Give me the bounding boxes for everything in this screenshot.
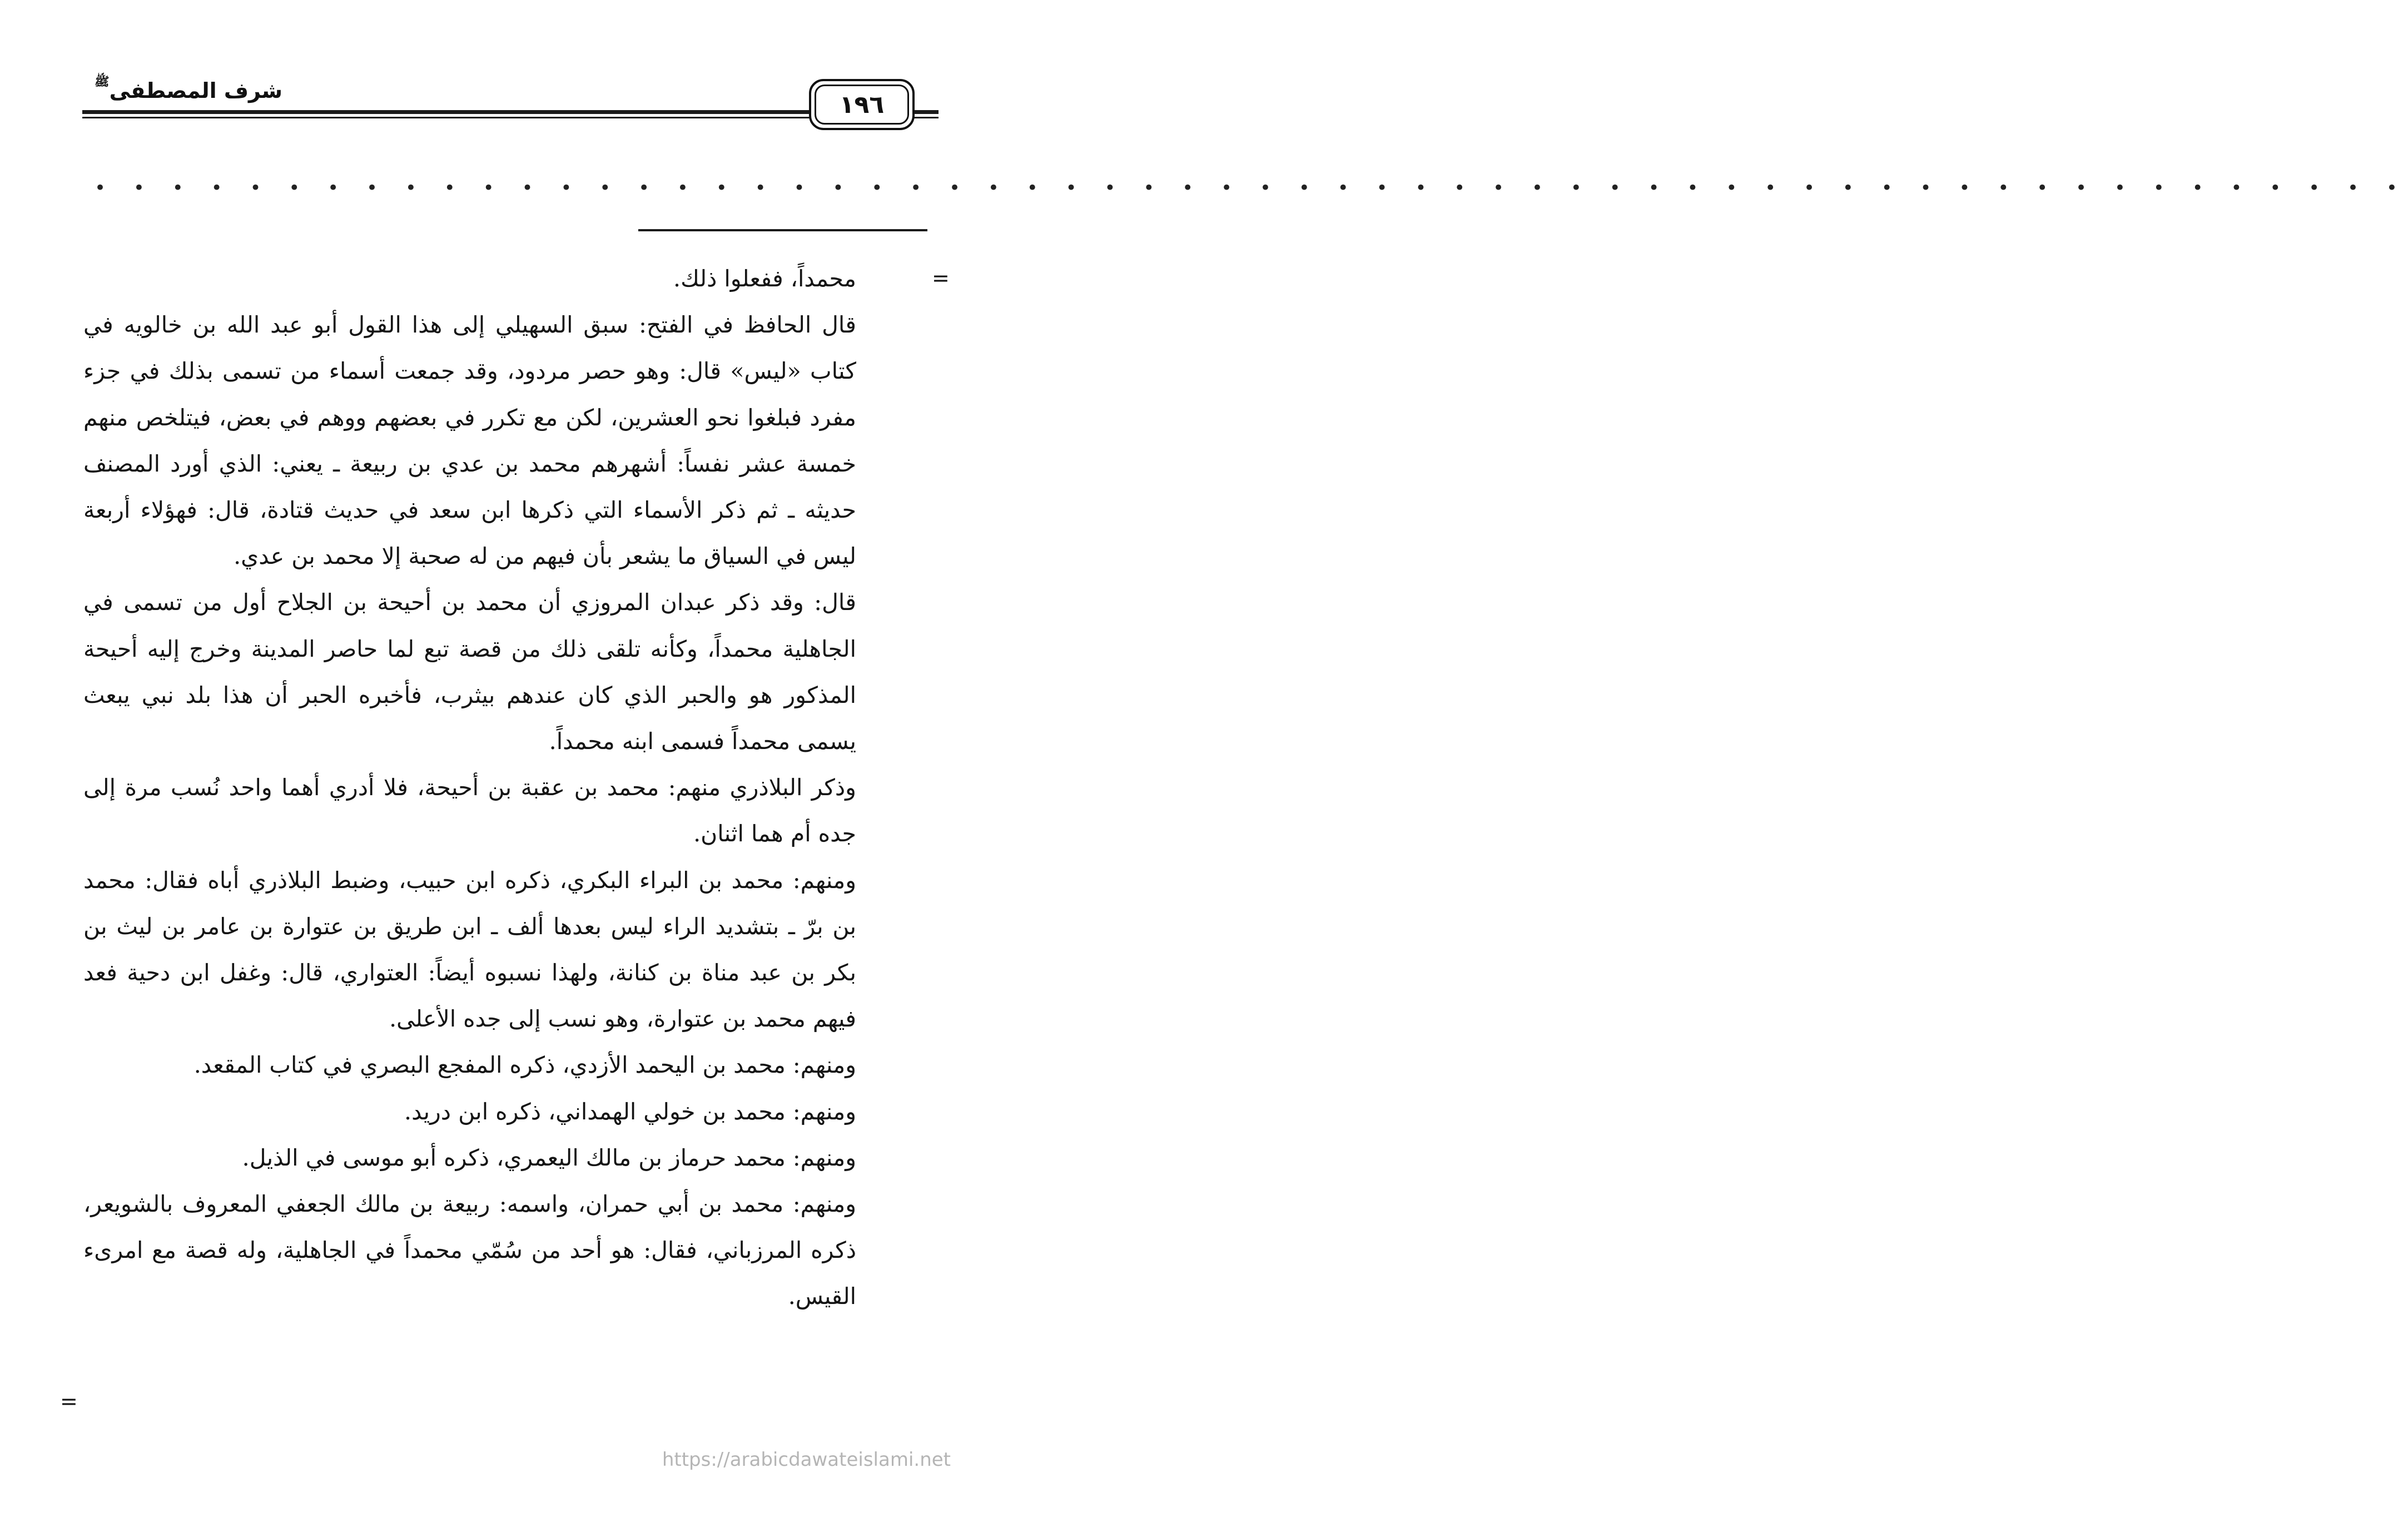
honorific-glyph: ﷺ [95, 75, 110, 89]
footnote-paragraph: ومنهم: محمد حرماز بن مالك اليعمري، ذكره أبو موسى في الذيل. [242, 1144, 856, 1171]
continuation-mark-top: = [932, 266, 950, 290]
running-title [82, 71, 282, 110]
watermark-url: https://arabicdawateislami.net [662, 1449, 951, 1471]
footnote-paragraph: قال: وقد ذكر عبدان المروزي أن محمد بن أحيحة بن الجلاح أول من تسمى في الجاهلية محمداً، وكأنه تلقى ذلك من قصة تبع لما حاصر المدينة وخرج إليه أحيحة المذكور هو والحبر الذي كان عندهم بيثرب، فأخبره الحبر أن هذا بلد نبي يبعث يسمى محمداً فسمى ابنه محمداً. [83, 589, 856, 755]
page-number-frame [809, 79, 915, 130]
footnote-paragraph: محمداً، ففعلوا ذلك. [673, 265, 856, 292]
footnote-paragraph: ومنهم: محمد بن البراء البكري، ذكره ابن حبيب، وضبط البلاذري أباه فقال: محمد بن برّ ـ بتشديد الراء ليس بعدها ألف ـ ابن طريق بن عتوارة بن عامر بن ليث بن بكر بن عبد مناة بن كنانة، ولهذا نسبوه أيضاً: العتواري، قال: وغفل ابن دحية فعد فيهم محمد بن عتوارة، وهو نسب إلى جده الأعلى. [83, 866, 856, 1033]
footnote-paragraph: وذكر البلاذري منهم: محمد بن عقبة بن أحيحة، فلا أدري أهما واحد نُسب مرة إلى جده أم هما اثنان. [83, 774, 856, 847]
footnote-rule [638, 229, 927, 231]
footnote-paragraph: قال الحافظ في الفتح: سبق السهيلي إلى هذا القول أبو عبد الله بن خالويه في كتاب «ليس» قال: وهو حصر مردود، وقد جمعت أسماء من تسمى بذلك في جزء مفرد فبلغوا نحو العشرين، لكن مع تكرر في بعضهم ووهم في بعض، فيتلخص منهم خمسة عشر نفساً: أشهرهم محمد بن عدي بن ربيعة ـ يعني: الذي أورد المصنف حديثه ـ ثم ذكر الأسماء التي ذكرها ابن سعد في حديث قتادة، قال: فهؤلاء أربعة ليس في السياق ما يشعر بأن فيهم من له صحبة إلا محمد بن عدي. [83, 311, 856, 570]
running-title-text: شرف المصطفى [109, 78, 282, 103]
footnote-paragraph: ومنهم: محمد بن أبي حمران، واسمه: ربيعة بن مالك الجعفي المعروف بالشويعر، ذكره المرزباني، فقال: هو أحد من سُمّي محمداً في الجاهلية، وله قصة مع امرىء القيس. [83, 1191, 856, 1310]
dotted-separator: • • • • • • • • • • • • • • • • • • • • • • • • • • • • • • • • • • • • • • • • • • • • • • • • • • • • • • • • • • • • [95, 177, 2408, 199]
footnote-paragraph: ومنهم: محمد بن اليحمد الأزدي، ذكره المفجع البصري في كتاب المقعد. [193, 1052, 856, 1079]
footnote-body [83, 256, 856, 1424]
footnote-paragraph: ومنهم: محمد بن خولي الهمداني، ذكره ابن دريد. [404, 1098, 856, 1125]
page-number: ١٩٦ [815, 85, 909, 125]
continuation-mark-bottom: = [60, 1389, 78, 1414]
